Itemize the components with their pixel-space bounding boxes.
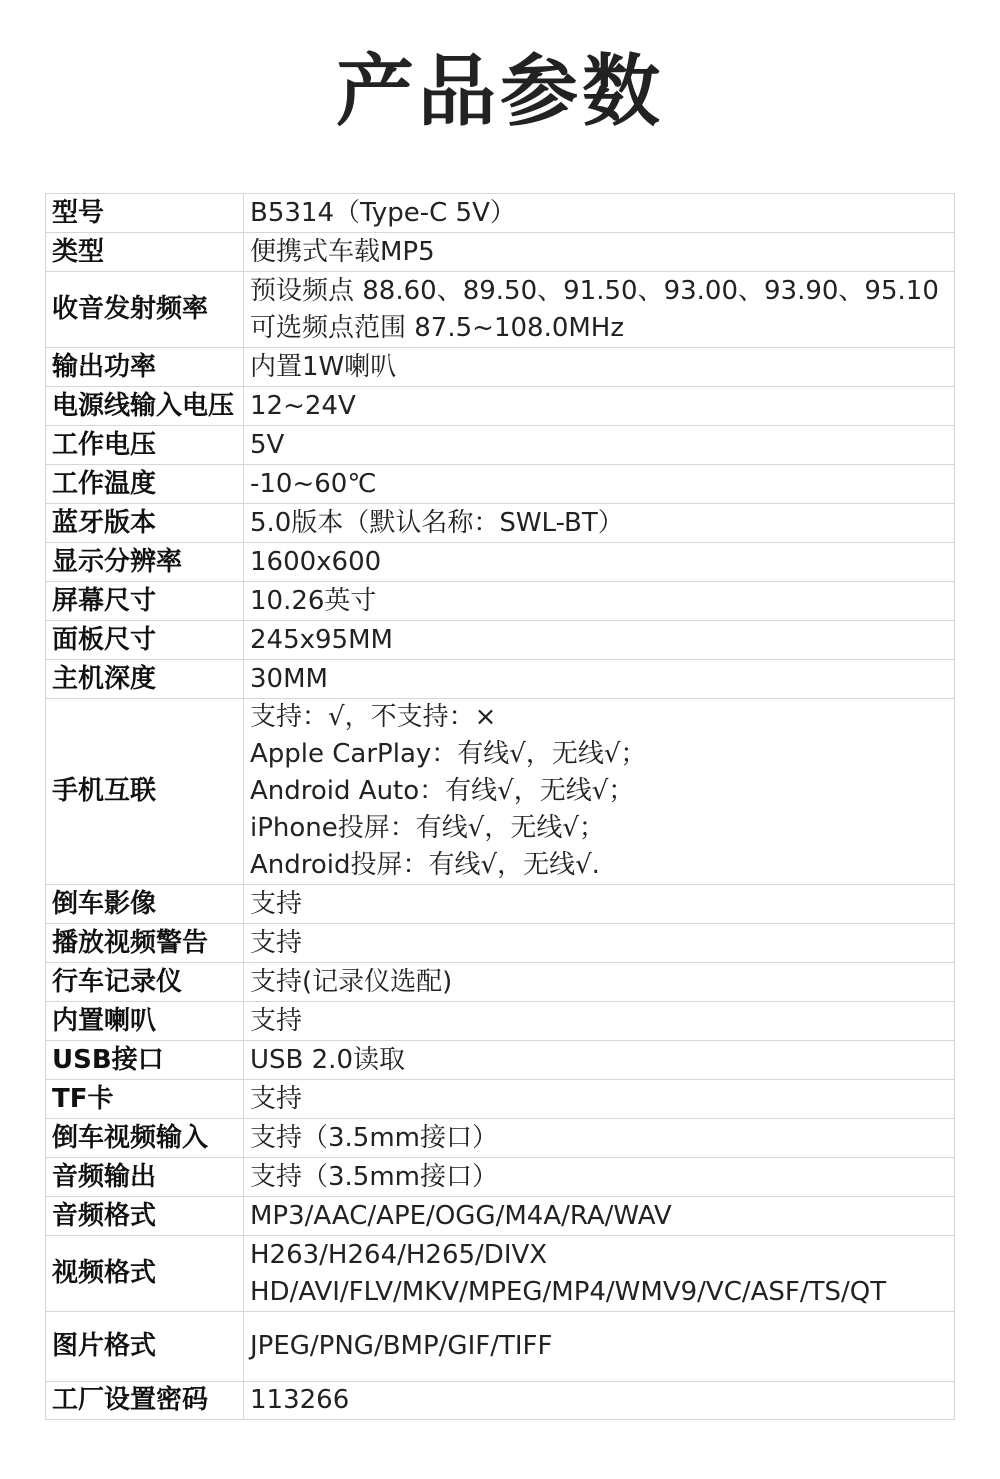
spec-value (244, 272, 955, 348)
spec-value (244, 1080, 955, 1119)
spec-value-line: 便携式车载MP5 (250, 236, 435, 267)
spec-value-line: 支持(记录仪选配) (250, 966, 453, 997)
spec-label: 行车记录仪 (46, 963, 244, 1002)
spec-value (244, 963, 955, 1002)
spec-value (244, 1158, 955, 1197)
spec-label: 蓝牙版本 (46, 504, 244, 543)
spec-label: 播放视频警告 (46, 924, 244, 963)
spec-value (244, 1041, 955, 1080)
spec-value (244, 1312, 955, 1382)
spec-value-line: 内置1W喇叭 (250, 351, 397, 382)
spec-table (45, 193, 955, 1420)
spec-label: 视频格式 (46, 1236, 244, 1312)
spec-value-line: Android投屏：有线√，无线√. (250, 850, 600, 880)
spec-value (244, 1382, 955, 1420)
spec-label: 内置喇叭 (46, 1002, 244, 1041)
spec-label: 倒车视频输入 (46, 1119, 244, 1158)
spec-value-line: 12~24V (250, 390, 356, 421)
spec-value-line: 113266 (250, 1385, 350, 1415)
spec-label: 工厂设置密码 (46, 1382, 244, 1420)
spec-value (244, 348, 955, 387)
spec-value-line: 支持 (250, 888, 303, 919)
table-row (46, 1119, 955, 1158)
table-row (46, 1312, 955, 1382)
table-row (46, 621, 955, 660)
spec-value-line: 支持（3.5mm接口） (250, 1161, 499, 1192)
spec-label: 工作温度 (46, 465, 244, 504)
spec-value-line: 支持 (250, 1005, 303, 1036)
spec-value-line: Apple CarPlay：有线√，无线√； (250, 739, 647, 769)
spec-value-line: iPhone投屏：有线√，无线√； (250, 813, 605, 843)
table-row (46, 1080, 955, 1119)
spec-value-line: MP3/AAC/APE/OGG/M4A/RA/WAV (250, 1200, 672, 1231)
spec-value (244, 233, 955, 272)
table-row (46, 660, 955, 699)
spec-value-line: H263/H264/H265/DIVX (250, 1239, 548, 1270)
table-row (46, 543, 955, 582)
spec-value (244, 1197, 955, 1236)
spec-label: 倒车影像 (46, 885, 244, 924)
spec-value-line: 支持 (250, 1083, 303, 1114)
spec-value-line: 支持 (250, 927, 303, 958)
spec-value-line: Android Auto：有线√，无线√； (250, 776, 635, 806)
table-row (46, 1197, 955, 1236)
spec-value (244, 924, 955, 963)
spec-value (244, 621, 955, 660)
spec-value (244, 699, 955, 885)
spec-value-line: 30MM (250, 663, 328, 694)
spec-value (244, 504, 955, 543)
spec-value-line: 可选频点范围 87.5~108.0MHz (250, 312, 625, 343)
spec-table-body (46, 194, 955, 1420)
table-row (46, 426, 955, 465)
table-row (46, 272, 955, 348)
table-row (46, 963, 955, 1002)
table-row (46, 504, 955, 543)
spec-value-line: B5314（Type-C 5V） (250, 197, 516, 228)
table-row (46, 1382, 955, 1420)
spec-label: 显示分辨率 (46, 543, 244, 582)
table-row (46, 699, 955, 885)
spec-value-line: JPEG/PNG/BMP/GIF/TIFF (250, 1331, 553, 1361)
table-row (46, 387, 955, 426)
spec-value-line: 支持（3.5mm接口） (250, 1122, 499, 1153)
spec-value (244, 194, 955, 233)
spec-label: 型号 (46, 194, 244, 233)
spec-label: TF卡 (46, 1080, 244, 1119)
spec-value-line: 5V (250, 429, 285, 460)
spec-label: 电源线输入电压 (46, 387, 244, 426)
spec-label: USB接口 (46, 1041, 244, 1080)
spec-value (244, 1119, 955, 1158)
spec-label: 音频输出 (46, 1158, 244, 1197)
spec-label: 音频格式 (46, 1197, 244, 1236)
spec-label: 图片格式 (46, 1312, 244, 1382)
table-row (46, 924, 955, 963)
spec-value (244, 582, 955, 621)
spec-value (244, 387, 955, 426)
spec-value-line: 245x95MM (250, 624, 393, 655)
table-row (46, 1236, 955, 1312)
spec-label: 手机互联 (46, 699, 244, 885)
table-row (46, 233, 955, 272)
spec-label: 面板尺寸 (46, 621, 244, 660)
table-row (46, 194, 955, 233)
spec-label: 收音发射频率 (46, 272, 244, 348)
spec-label: 输出功率 (46, 348, 244, 387)
table-row (46, 885, 955, 924)
spec-label: 主机深度 (46, 660, 244, 699)
spec-value-line: 支持：√，不支持：× (250, 702, 497, 732)
spec-value-line: HD/AVI/FLV/MKV/MPEG/MP4/WMV9/VC/ASF/TS/QT (250, 1276, 887, 1307)
spec-value-line: USB 2.0读取 (250, 1044, 405, 1075)
table-row (46, 348, 955, 387)
spec-value (244, 426, 955, 465)
spec-label: 工作电压 (46, 426, 244, 465)
table-row (46, 465, 955, 504)
spec-value-line: 10.26英寸 (250, 585, 377, 616)
table-row (46, 1158, 955, 1197)
spec-value-line: 1600x600 (250, 546, 382, 577)
table-row (46, 1002, 955, 1041)
spec-value (244, 1236, 955, 1312)
spec-label: 类型 (46, 233, 244, 272)
spec-value (244, 543, 955, 582)
spec-value (244, 660, 955, 699)
spec-value-line: 预设频点 88.60、89.50、91.50、93.00、93.90、95.10 (250, 275, 939, 306)
table-row (46, 1041, 955, 1080)
spec-label: 屏幕尺寸 (46, 582, 244, 621)
spec-value (244, 1002, 955, 1041)
spec-value-line: -10~60℃ (250, 468, 377, 499)
spec-value-line: 5.0版本（默认名称：SWL-BT） (250, 507, 624, 538)
page-title: 产品参数 (335, 47, 664, 137)
spec-value (244, 885, 955, 924)
table-row (46, 582, 955, 621)
spec-value (244, 465, 955, 504)
